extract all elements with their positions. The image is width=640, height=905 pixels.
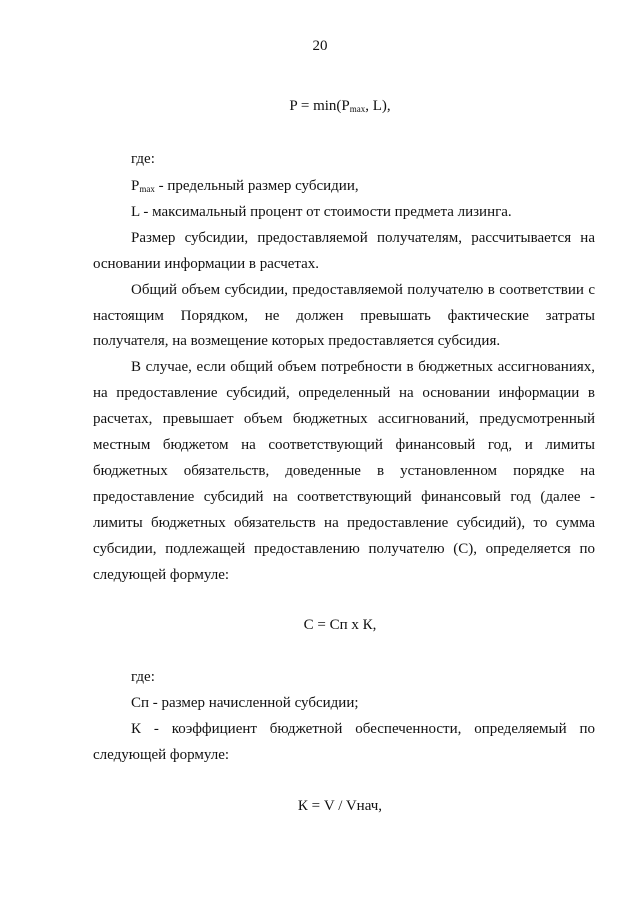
formula-p-min xyxy=(0,98,640,115)
paragraph-3-line-9: следующей формуле: xyxy=(93,567,230,583)
paragraph-3-line-1: В случае, если общий объем потребности в бюджетных ассигнованиях, xyxy=(131,359,595,375)
paragraph-3-line-6: предоставление субсидий на соответствующий финансовый год (далее - xyxy=(93,489,595,505)
formula-c: С = Сп x К, xyxy=(303,617,377,633)
k-definition-line-2: следующей формуле: xyxy=(93,747,230,763)
pmax-definition xyxy=(131,177,595,198)
paragraph-1-line-1: Размер субсидии, предоставляемой получателям, рассчитывается на xyxy=(131,230,595,246)
page-number: 20 xyxy=(312,38,328,54)
k-definition-line-1: К - коэффициент бюджетной обеспеченности, определяемый по xyxy=(131,721,595,737)
paragraph-2-line-3: получателя, на возмещение которых предоставляется субсидия. xyxy=(93,333,501,349)
sp-definition: Сп - размер начисленной субсидии; xyxy=(131,695,359,711)
paragraph-2-line-1: Общий объем субсидии, предоставляемой получателю в соответствии с xyxy=(131,282,595,298)
l-definition: L - максимальный процент от стоимости предмета лизинга. xyxy=(131,204,512,220)
pmax-symbol: P xyxy=(131,178,140,194)
paragraph-3-line-7: лимиты бюджетных обязательств на предоставление субсидий), то сумма xyxy=(93,515,595,531)
paragraph-3-line-4: местным бюджетом на соответствующий финансовый год, и лимиты xyxy=(93,437,595,453)
pmax-subscript: max xyxy=(139,184,155,194)
paragraph-3-line-3: расчетах, превышает объем бюджетных ассигнований, предусмотренный xyxy=(93,411,595,427)
formula-p-min-subscript: max xyxy=(349,104,366,114)
formula-p-min-suffix: , L), xyxy=(365,98,391,114)
formula-k: К = V / Vнач, xyxy=(297,798,383,814)
paragraph-2-line-2: настоящим Порядком, не должен превышать фактические затраты xyxy=(93,308,595,324)
formula-p-min-prefix: P = min(P xyxy=(289,98,350,114)
paragraph-1-line-2: основании информации в расчетах. xyxy=(93,256,320,272)
paragraph-3-line-8: субсидии, подлежащей предоставлению получателю (С), определяется по xyxy=(93,541,595,557)
paragraph-3-line-2: на предоставление субсидий, определенный на основании информации в xyxy=(93,385,595,401)
pmax-text: - предельный размер субсидии, xyxy=(154,178,359,194)
where-label-1: где: xyxy=(131,151,155,167)
where-label-2: где: xyxy=(131,669,155,685)
paragraph-3-line-5: бюджетных обязательств, доведенные в установленном порядке на xyxy=(93,463,595,479)
